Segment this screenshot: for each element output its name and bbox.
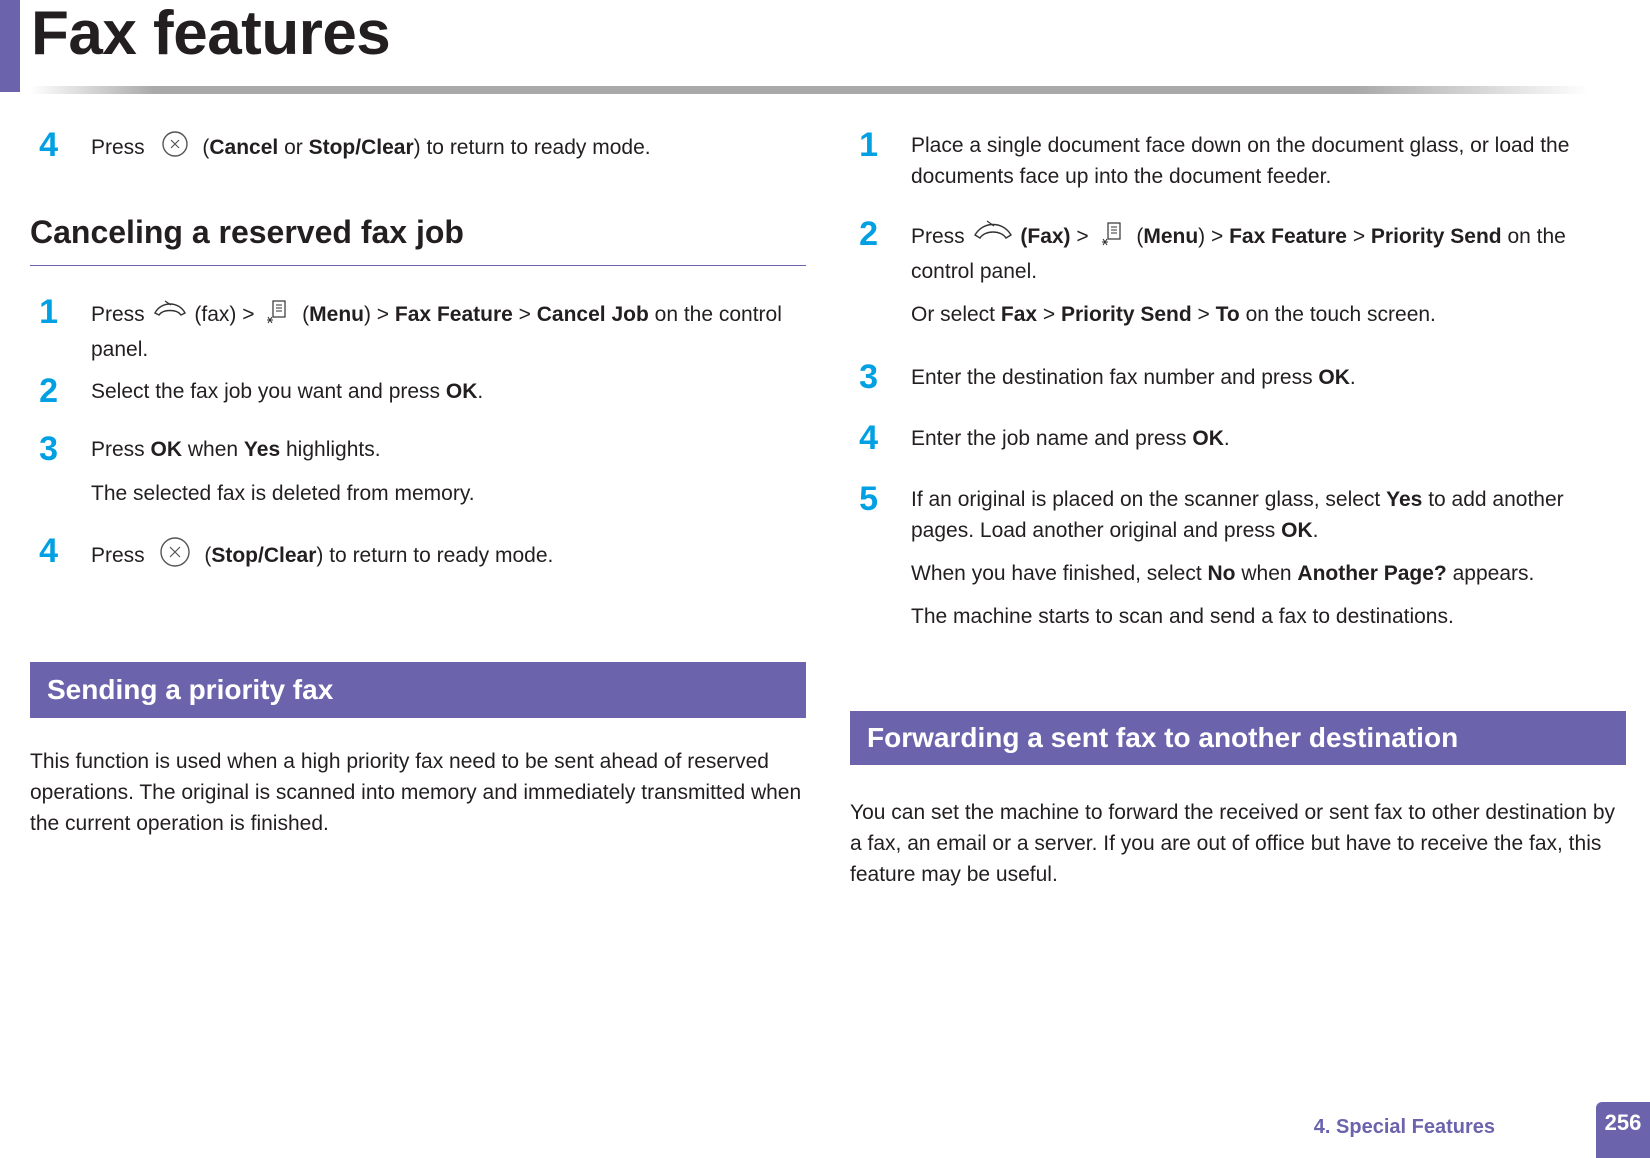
menu-icon <box>264 297 292 334</box>
forwarding-body: You can set the machine to forward the received or sent fax to other destination by a fax, an email or a server. If you are out of office but have to receive the fax, this feature may be useful. <box>850 801 1616 886</box>
cancel-step-1: 1 Press (fax) > (Menu) > Fax Feature > Cancel Job on the control panel. <box>0 297 810 365</box>
section-band-forwarding: Forwarding a sent fax to another destination <box>850 711 1626 765</box>
section-band-priority: Sending a priority fax <box>30 662 806 718</box>
step-note: The selected fax is deleted from memory. <box>91 482 475 505</box>
priority-step-1: 1 Place a single document face down on the document glass, or load the documents face up into the document feeder. <box>820 130 1630 192</box>
priority-step-4: 4 Enter the job name and press OK. <box>820 423 1630 455</box>
fax-icon <box>151 299 189 332</box>
step-number: 5 <box>859 480 878 518</box>
step-alt: Or select Fax > Priority Send > To on the touch screen. <box>911 303 1436 326</box>
step-note: When you have finished, select No when Another Page? appears. <box>911 562 1535 585</box>
step-note: The machine starts to scan and send a fax to destinations. <box>911 605 1454 628</box>
stop-clear-icon <box>161 130 189 167</box>
section-heading-cancel: Canceling a reserved fax job <box>30 214 806 266</box>
priority-step-2: 2 Press (Fax) > (Menu) > Fax Feature > Priority Send on the control panel. Or select Fax > Priority Send > To on the touch screen. <box>820 219 1630 330</box>
step-number: 1 <box>859 126 878 164</box>
step-number: 2 <box>859 215 878 253</box>
cancel-step-3: 3 Press OK when Yes highlights. The selected fax is deleted from memory. <box>0 434 810 509</box>
step-4-top: 4 Press (Cancel or Stop/Clear) to return to ready mode. <box>0 130 810 167</box>
page-number: 256 <box>1596 1102 1650 1158</box>
step-number: 3 <box>39 430 58 468</box>
fax-icon <box>971 219 1015 256</box>
step-number: 3 <box>859 358 878 396</box>
step-number: 2 <box>39 372 58 410</box>
stop-clear-icon <box>159 536 191 577</box>
footer-chapter: 4. Special Features <box>1313 1116 1495 1138</box>
priority-body: This function is used when a high priority fax need to be sent ahead of reserved operations. The original is scanned into memory and immediately transmitted when the current operation is finished. <box>30 750 802 835</box>
header-accent-bar <box>0 0 20 92</box>
priority-step-3: 3 Enter the destination fax number and press OK. <box>820 362 1630 394</box>
priority-step-5: 5 If an original is placed on the scanner glass, select Yes to add another pages. Load another original and press OK. When you have finished, select No when Another Page? appears. The machine starts to scan and send a fax to destinations. <box>820 484 1630 632</box>
step-number: 4 <box>859 419 878 457</box>
menu-icon <box>1099 219 1127 256</box>
step-number: 1 <box>39 293 58 331</box>
title-underline <box>30 86 1590 94</box>
step-number: 4 <box>39 532 58 570</box>
step-number: 4 <box>39 126 58 164</box>
cancel-step-4: 4 Press (Stop/Clear) to return to ready mode. <box>0 536 810 577</box>
page-title: Fax features <box>31 0 391 68</box>
cancel-step-2: 2 Select the fax job you want and press OK. <box>0 376 810 408</box>
